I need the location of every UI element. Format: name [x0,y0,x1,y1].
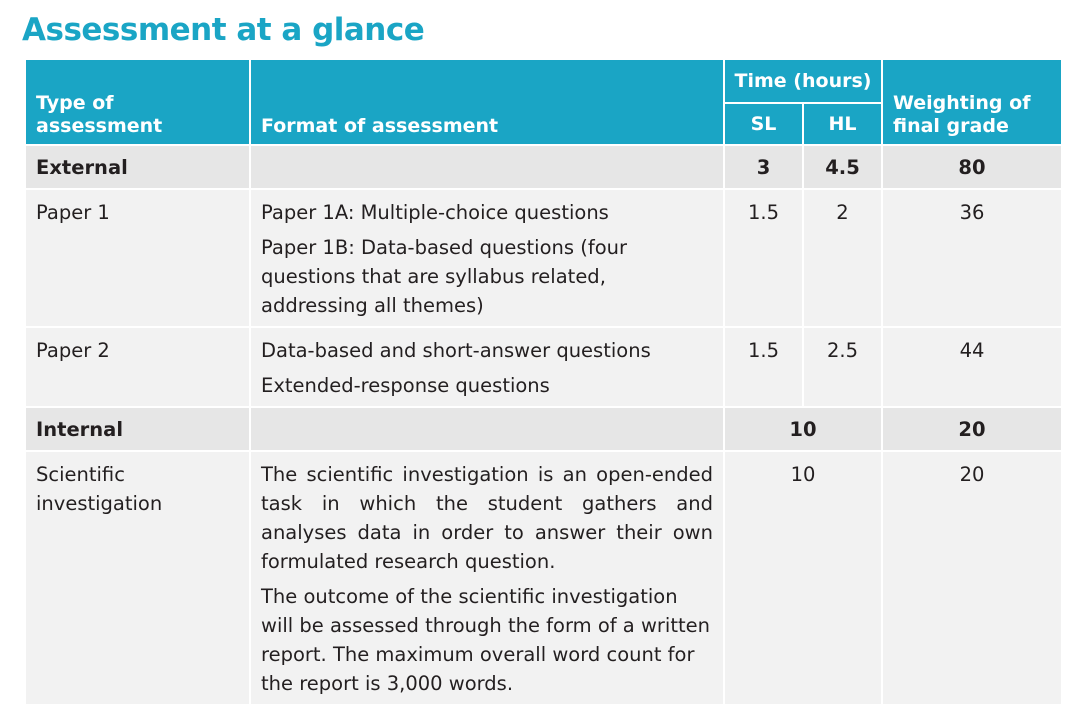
header-weighting: Weighting of final grade [882,59,1062,145]
internal-weight: 20 [882,407,1062,451]
assessment-type: Scientific investigation [25,451,250,705]
internal-time: 10 [724,407,882,451]
external-hl: 4.5 [803,145,882,189]
table-row-scientific [25,451,1062,705]
assessment-format [250,189,724,327]
external-sl: 3 [724,145,803,189]
assessment-table [24,58,1063,706]
section-label: Internal [25,407,250,451]
section-label: External [25,145,250,189]
header-row-top [25,59,1062,103]
format-line: Paper 1A: Multiple-choice questions [261,201,609,224]
table-row-paper2 [25,327,1062,407]
section-format-empty [250,145,724,189]
format-line: Data-based and short-answer questions [261,339,651,362]
time-hl: 2.5 [803,327,882,407]
section-format-empty [250,407,724,451]
time-hl: 2 [803,189,882,327]
time-total: 10 [724,451,882,705]
time-sl: 1.5 [724,327,803,407]
weighting: 20 [882,451,1062,705]
format-line: Paper 1B: Data-based questions (four questions that are syllabus related, addressing all themes) [261,236,628,317]
time-sl: 1.5 [724,189,803,327]
header-time: Time (hours) [724,59,882,103]
assessment-format [250,451,724,705]
header-hl: HL [803,103,882,145]
assessment-type: Paper 2 [25,327,250,407]
format-line: The scientific investigation is an open-ended task in which the student gathers and analyses data in order to answer their own formulated research question. [261,463,713,573]
format-line: Extended-response questions [261,374,550,397]
external-weight: 80 [882,145,1062,189]
header-sl: SL [724,103,803,145]
table-row-paper1 [25,189,1062,327]
header-type: Type of assessment [25,59,250,145]
section-row-external [25,145,1062,189]
assessment-format [250,327,724,407]
weighting: 36 [882,189,1062,327]
assessment-type: Paper 1 [25,189,250,327]
header-format: Format of assessment [250,59,724,145]
page-title: Assessment at a glance [22,12,425,48]
weighting: 44 [882,327,1062,407]
section-row-internal [25,407,1062,451]
format-line: The outcome of the scientific investigation will be assessed through the form of a written report. The maximum overall word count for the report is 3,000 words. [261,585,710,695]
